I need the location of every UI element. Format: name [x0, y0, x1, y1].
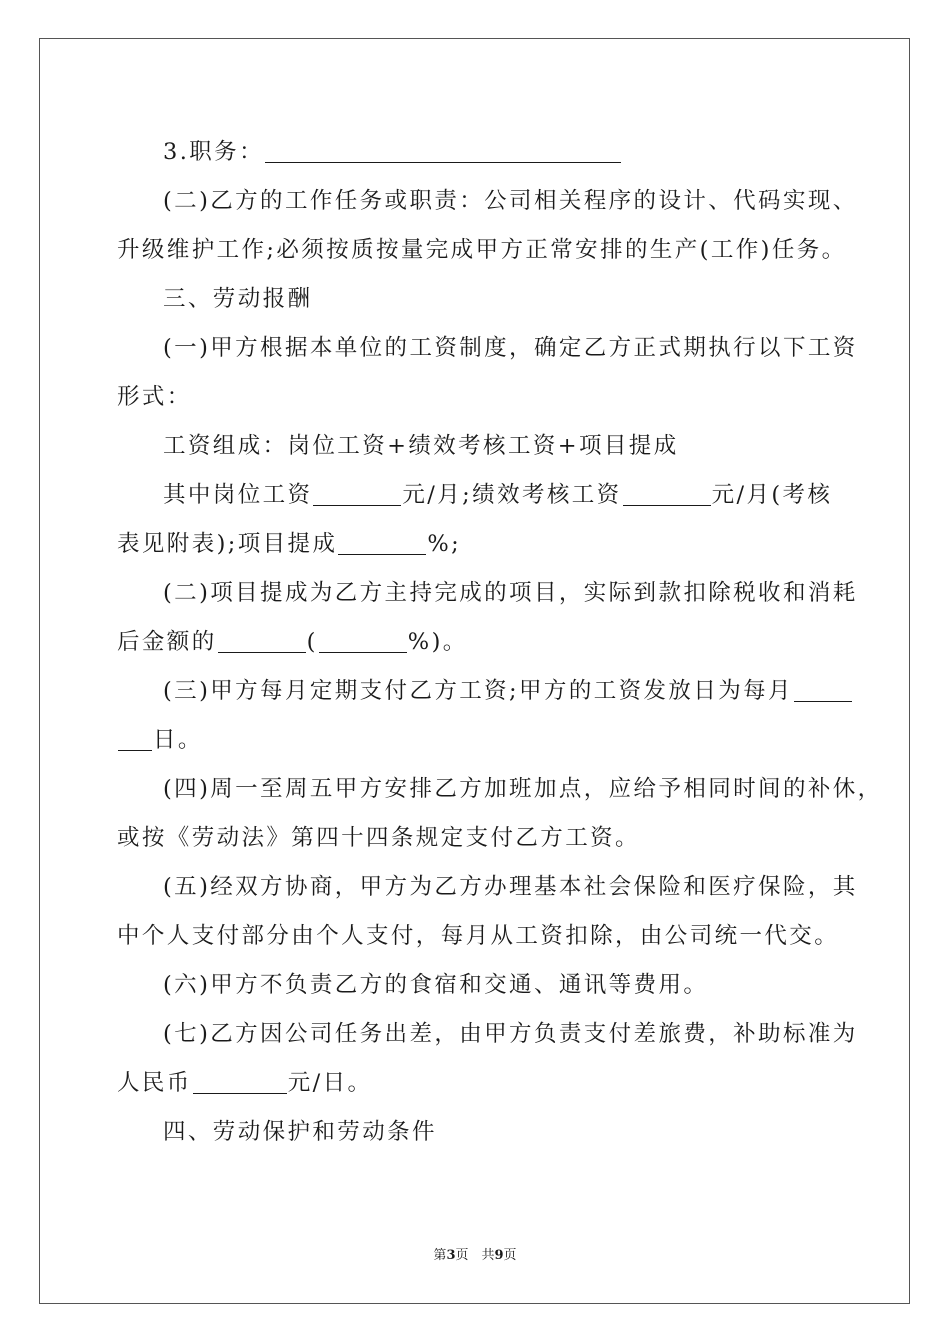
document-body	[117, 128, 883, 1157]
paragraph-line: 形式：	[117, 384, 192, 410]
position-label: 3.职务：	[163, 139, 264, 165]
salary-line	[117, 520, 837, 569]
paragraph-line: 中个人支付部分由个人支付，每月从工资扣除，由公司统一代交。	[117, 923, 840, 949]
paragraph-line: 升级维护工作;必须按质按量完成甲方正常安排的生产(工作)任务。	[117, 237, 847, 263]
salary-line	[117, 471, 837, 520]
paragraph-line: (一)甲方根据本单位的工资制度，确定乙方正式期执行以下工资	[163, 335, 858, 361]
section-heading: 四、劳动保护和劳动条件	[163, 1119, 437, 1145]
amount-blank	[218, 626, 306, 653]
text-segment: 元/月;绩效考核工资	[402, 482, 622, 508]
paragraph-line: 或按《劳动法》第四十四条规定支付乙方工资。	[117, 825, 640, 851]
paragraph-line: (二)乙方的工作任务或职责：公司相关程序的设计、代码实现、	[163, 188, 858, 214]
position-blank	[265, 136, 621, 163]
allowance-blank	[193, 1067, 287, 1094]
text-segment: %)。	[407, 629, 468, 655]
paragraph-line: (四)周一至周五甲方安排乙方加班加点，应给予相同时间的补休，	[163, 776, 883, 802]
payday-line	[117, 667, 837, 716]
commission-line	[117, 618, 837, 667]
footer-text: 第	[433, 1248, 447, 1263]
page-footer	[0, 1244, 950, 1263]
total-pages-number: 9	[494, 1248, 504, 1263]
payday-blank	[794, 675, 852, 702]
text-segment: 后金额的	[117, 629, 217, 655]
post-salary-blank	[313, 479, 401, 506]
text-segment: (三)甲方每月定期支付乙方工资;甲方的工资发放日为每月	[163, 678, 793, 704]
performance-salary-blank	[623, 479, 711, 506]
commission-blank	[338, 528, 426, 555]
footer-text: 页 共	[455, 1248, 495, 1263]
text-segment: 元/日。	[287, 1070, 373, 1096]
section-heading: 三、劳动报酬	[163, 286, 313, 312]
paragraph-line: (六)甲方不负责乙方的食宿和交通、通讯等费用。	[163, 972, 709, 998]
payday-blank-cont	[118, 724, 152, 751]
paragraph-line: 工资组成：岗位工资+绩效考核工资+项目提成	[163, 433, 679, 459]
text-segment: 人民币	[117, 1070, 192, 1096]
paragraph-line: (七)乙方因公司任务出差，由甲方负责支付差旅费，补助标准为	[163, 1021, 858, 1047]
line-position	[117, 128, 837, 177]
percent-blank	[319, 626, 407, 653]
allowance-line	[117, 1059, 837, 1108]
text-segment: %;	[427, 531, 462, 557]
footer-text: 页	[503, 1248, 517, 1263]
paragraph-line: (二)项目提成为乙方主持完成的项目，实际到款扣除税收和消耗	[163, 580, 858, 606]
payday-line-cont	[117, 716, 837, 765]
text-segment: 元/月(考核	[711, 482, 833, 508]
text-segment: 其中岗位工资	[163, 482, 313, 508]
text-segment: 表见附表);项目提成	[117, 531, 338, 557]
current-page-number: 3	[446, 1248, 456, 1263]
text-segment: (	[306, 629, 318, 655]
paragraph-line: (五)经双方协商，甲方为乙方办理基本社会保险和医疗保险，其	[163, 874, 858, 900]
text-segment: 日。	[153, 727, 203, 753]
